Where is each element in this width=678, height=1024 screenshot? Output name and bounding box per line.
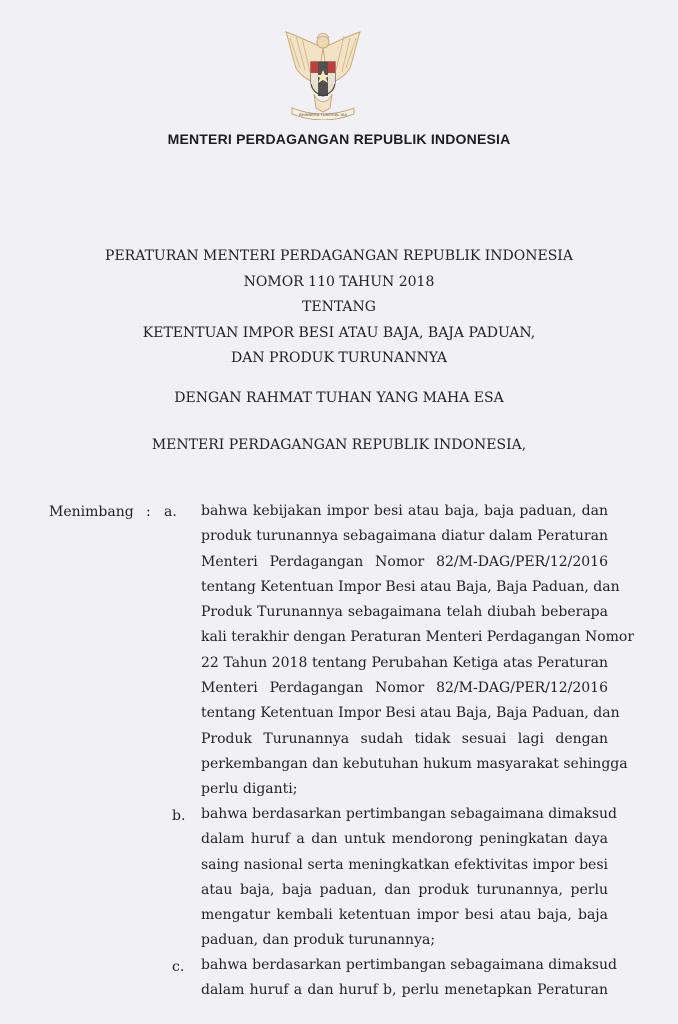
item-line: bahwa kebijakan impor besi atau baja, baja paduan, dan (201, 503, 608, 519)
item-line: Menteri Perdagangan Nomor 82/M-DAG/PER/12/2016 (201, 553, 608, 570)
item-line: bahwa berdasarkan pertimbangan sebagaimana dimaksud (201, 957, 618, 973)
item-line: bahwa berdasarkan pertimbangan sebagaimana dimaksud (201, 806, 618, 822)
item-line: Produk Turunannya sudah tidak sesuai lagi dengan (201, 730, 608, 747)
considering-label: Menimbang (49, 504, 134, 520)
considering-colon: : (146, 504, 151, 520)
official-title: MENTERI PERDAGANGAN REPUBLIK INDONESIA, (151, 437, 527, 453)
item-body (201, 953, 618, 1004)
item-line: tentang Ketentuan Impor Besi atau Baja, Baja Paduan, dan (201, 578, 620, 595)
title-line: NOMOR 110 TAHUN 2018 (243, 273, 435, 290)
garuda-emblem-icon (280, 28, 366, 120)
regulation-title (0, 244, 678, 372)
title-line: KETENTUAN IMPOR BESI ATAU BAJA, BAJA PADUAN, (142, 324, 536, 341)
item-body (201, 802, 618, 954)
item-letter: b. (172, 808, 186, 824)
item-line: perlu diganti; (201, 781, 298, 798)
item-line: kali terakhir dengan Peraturan Menteri Perdagangan Nomor (201, 629, 635, 646)
item-letter: a. (164, 504, 177, 520)
item-line: paduan, dan produk turunannya; (201, 932, 436, 949)
item-line: perkembangan dan kebutuhan hukum masyarakat sehingga (201, 755, 628, 772)
invocation: DENGAN RAHMAT TUHAN YANG MAHA ESA (174, 390, 504, 406)
ministry-heading: MENTERI PERDAGANGAN REPUBLIK INDONESIA (167, 131, 511, 147)
item-line: saing nasional serta meningkatkan efektivitas impor besi (201, 856, 608, 873)
title-line: PERATURAN MENTERI PERDAGANGAN REPUBLIK INDONESIA (105, 248, 573, 264)
title-line: TENTANG (302, 299, 376, 315)
item-line: dalam huruf a dan huruf b, perlu menetapkan Peraturan (201, 982, 608, 999)
item-line: tentang Ketentuan Impor Besi atau Baja, Baja Paduan, dan (201, 705, 620, 722)
item-line: atau baja, baja paduan, dan produk turunannya, perlu (201, 881, 608, 898)
item-body (201, 499, 635, 803)
item-line: Menteri Perdagangan Nomor 82/M-DAG/PER/12/2016 (201, 680, 608, 697)
item-letter: c. (172, 959, 185, 975)
item-line: produk turunannya sebagaimana diatur dalam Peraturan (201, 528, 608, 545)
item-line: dalam huruf a dan untuk mendorong peningkatan daya (201, 831, 608, 848)
emblem-motto: BHINNEKA TUNGGAL IKA (298, 112, 348, 117)
item-line: 22 Tahun 2018 tentang Perubahan Ketiga atas Peraturan (201, 654, 608, 671)
title-line: DAN PRODUK TURUNANNYA (230, 350, 447, 366)
item-line: mengatur kembali ketentuan impor besi atau baja, baja (201, 907, 608, 924)
item-line: Produk Turunannya sebagaimana telah diubah beberapa (201, 604, 608, 621)
